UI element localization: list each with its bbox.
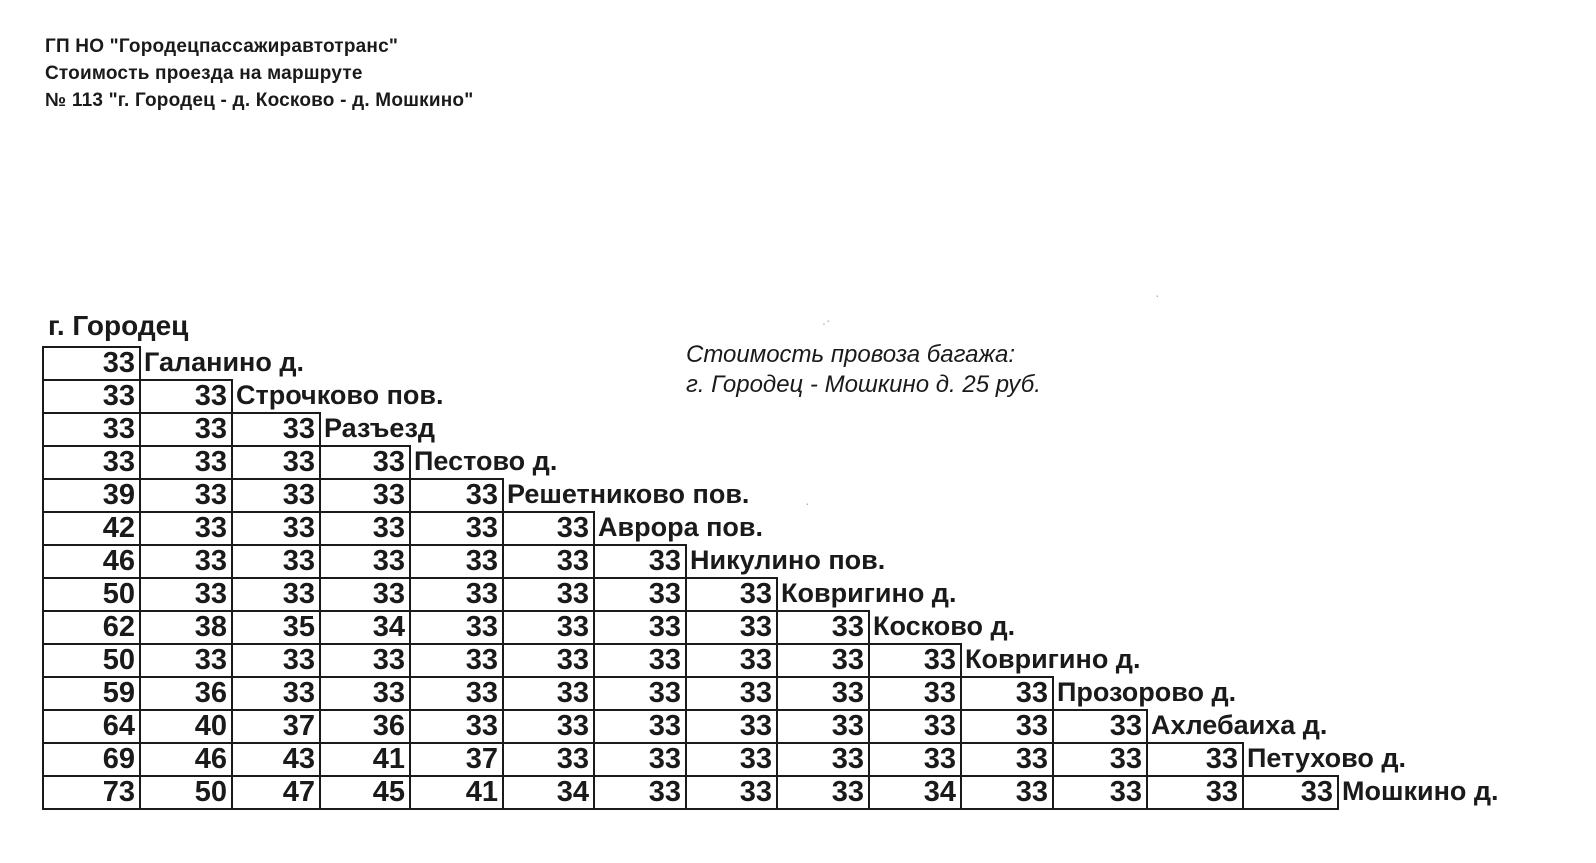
fare-cell: 33 xyxy=(776,709,870,744)
stop-label: Галанино д. xyxy=(144,347,304,377)
stop-label: Строчково пов. xyxy=(236,380,444,410)
fare-cell: 33 xyxy=(593,577,687,612)
fare-cell: 33 xyxy=(319,643,411,678)
stop-label: Ковригино д. xyxy=(965,644,1141,674)
fare-cell: 33 xyxy=(776,610,870,645)
fare-cell: 33 xyxy=(776,742,870,777)
fare-cell: 33 xyxy=(1052,709,1148,744)
fare-cell: 33 xyxy=(139,379,233,414)
scan-speck: · xyxy=(1155,287,1160,303)
fare-cell: 33 xyxy=(139,577,233,612)
fare-cell: 33 xyxy=(319,544,411,579)
document-subtitle: Стоимость проезда на маршруте xyxy=(45,63,363,84)
fare-cell: 33 xyxy=(593,775,687,810)
fare-cell: 33 xyxy=(231,544,321,579)
fare-cell: 33 xyxy=(231,511,321,546)
fare-cell: 33 xyxy=(685,643,778,678)
fare-cell: 41 xyxy=(409,775,504,810)
stop-label: Мошкино д. xyxy=(1342,776,1499,806)
fare-cell: 37 xyxy=(409,742,504,777)
fare-cell: 33 xyxy=(42,379,141,414)
fare-cell: 33 xyxy=(685,742,778,777)
stop-label: Петухово д. xyxy=(1247,743,1407,773)
fare-cell: 33 xyxy=(139,511,233,546)
stop-label: Косково д. xyxy=(873,611,1016,641)
baggage-price: г. Городец - Мошкино д. 25 руб. xyxy=(686,371,1041,398)
stop-label: Прозорово д. xyxy=(1057,677,1237,707)
fare-cell: 69 xyxy=(42,742,141,777)
fare-cell: 33 xyxy=(776,643,870,678)
fare-cell: 33 xyxy=(868,643,962,678)
fare-cell: 33 xyxy=(685,577,778,612)
fare-cell: 33 xyxy=(593,709,687,744)
scan-speck: .· xyxy=(822,312,831,328)
baggage-title: Стоимость провоза багажа: xyxy=(686,341,1016,368)
fare-cell: 33 xyxy=(868,676,962,711)
fare-cell: 33 xyxy=(1146,742,1244,777)
route-title: № 113 "г. Городец - д. Косково - д. Мошкино" xyxy=(45,90,474,111)
stop-label: Ковригино д. xyxy=(781,578,957,608)
fare-cell: 46 xyxy=(42,544,141,579)
fare-cell: 33 xyxy=(502,511,595,546)
fare-cell: 50 xyxy=(42,643,141,678)
stop-label: Решетниково пов. xyxy=(507,479,750,509)
fare-cell: 33 xyxy=(139,445,233,480)
fare-cell: 59 xyxy=(42,676,141,711)
fare-cell: 33 xyxy=(1052,742,1148,777)
fare-cell: 33 xyxy=(409,511,504,546)
fare-cell: 33 xyxy=(139,412,233,447)
fare-cell: 33 xyxy=(502,577,595,612)
fare-cell: 33 xyxy=(139,544,233,579)
fare-cell: 33 xyxy=(139,478,233,513)
fare-cell: 45 xyxy=(319,775,411,810)
fare-cell: 33 xyxy=(502,544,595,579)
fare-cell: 42 xyxy=(42,511,141,546)
stop-label: Пестово д. xyxy=(414,446,558,476)
stop-label: Ахлебаиха д. xyxy=(1151,710,1328,740)
fare-cell: 33 xyxy=(685,775,778,810)
fare-cell: 40 xyxy=(139,709,233,744)
fare-cell: 39 xyxy=(42,478,141,513)
stop-label: Разъезд xyxy=(324,413,436,443)
fare-cell: 33 xyxy=(319,511,411,546)
fare-cell: 33 xyxy=(409,676,504,711)
fare-cell: 33 xyxy=(593,643,687,678)
fare-cell: 33 xyxy=(868,742,962,777)
fare-cell: 33 xyxy=(502,709,595,744)
fare-cell: 37 xyxy=(231,709,321,744)
fare-cell: 33 xyxy=(960,709,1054,744)
fare-cell: 36 xyxy=(319,709,411,744)
fare-cell: 33 xyxy=(319,676,411,711)
fare-cell: 73 xyxy=(42,775,141,810)
fare-cell: 33 xyxy=(42,346,141,381)
fare-cell: 34 xyxy=(502,775,595,810)
fare-cell: 33 xyxy=(231,676,321,711)
fare-cell: 33 xyxy=(1052,775,1148,810)
fare-cell: 33 xyxy=(502,643,595,678)
fare-cell: 33 xyxy=(685,610,778,645)
fare-cell: 33 xyxy=(231,445,321,480)
fare-cell: 33 xyxy=(776,775,870,810)
fare-cell: 33 xyxy=(685,709,778,744)
fare-cell: 33 xyxy=(593,544,687,579)
fare-cell: 33 xyxy=(593,676,687,711)
fare-cell: 33 xyxy=(139,643,233,678)
origin-stop: г. Городец xyxy=(48,310,189,341)
stop-label: Аврора пов. xyxy=(598,512,763,542)
fare-cell: 38 xyxy=(139,610,233,645)
fare-cell: 33 xyxy=(231,412,321,447)
fare-cell: 33 xyxy=(960,742,1054,777)
fare-cell: 33 xyxy=(409,643,504,678)
fare-cell: 33 xyxy=(409,610,504,645)
fare-cell: 50 xyxy=(139,775,233,810)
fare-cell: 43 xyxy=(231,742,321,777)
fare-cell: 62 xyxy=(42,610,141,645)
fare-cell: 33 xyxy=(409,478,504,513)
fare-cell: 33 xyxy=(960,676,1054,711)
fare-cell: 33 xyxy=(319,445,411,480)
stop-label: Никулино пов. xyxy=(690,545,886,575)
fare-cell: 33 xyxy=(502,742,595,777)
fare-cell: 33 xyxy=(685,676,778,711)
fare-cell: 33 xyxy=(231,577,321,612)
fare-cell: 33 xyxy=(409,577,504,612)
fare-cell: 34 xyxy=(868,775,962,810)
fare-cell: 33 xyxy=(1146,775,1244,810)
fare-cell: 33 xyxy=(593,742,687,777)
fare-cell: 41 xyxy=(319,742,411,777)
fare-cell: 33 xyxy=(231,478,321,513)
fare-cell: 36 xyxy=(139,676,233,711)
fare-cell: 33 xyxy=(1242,775,1339,810)
fare-cell: 47 xyxy=(231,775,321,810)
fare-cell: 35 xyxy=(231,610,321,645)
fare-cell: 33 xyxy=(319,577,411,612)
fare-cell: 46 xyxy=(139,742,233,777)
fare-cell: 33 xyxy=(42,412,141,447)
fare-cell: 33 xyxy=(593,610,687,645)
fare-cell: 33 xyxy=(409,544,504,579)
fare-cell: 64 xyxy=(42,709,141,744)
fare-cell: 33 xyxy=(868,709,962,744)
fare-cell: 33 xyxy=(502,610,595,645)
fare-cell: 33 xyxy=(231,643,321,678)
fare-cell: 50 xyxy=(42,577,141,612)
fare-cell: 33 xyxy=(319,478,411,513)
fare-cell: 33 xyxy=(502,676,595,711)
fare-cell: 33 xyxy=(960,775,1054,810)
fare-cell: 33 xyxy=(42,445,141,480)
fare-cell: 34 xyxy=(319,610,411,645)
fare-cell: 33 xyxy=(776,676,870,711)
scan-speck: · xyxy=(805,495,810,511)
fare-cell: 33 xyxy=(409,709,504,744)
company-name: ГП НО "Городецпассажиравтотранс" xyxy=(45,36,399,57)
